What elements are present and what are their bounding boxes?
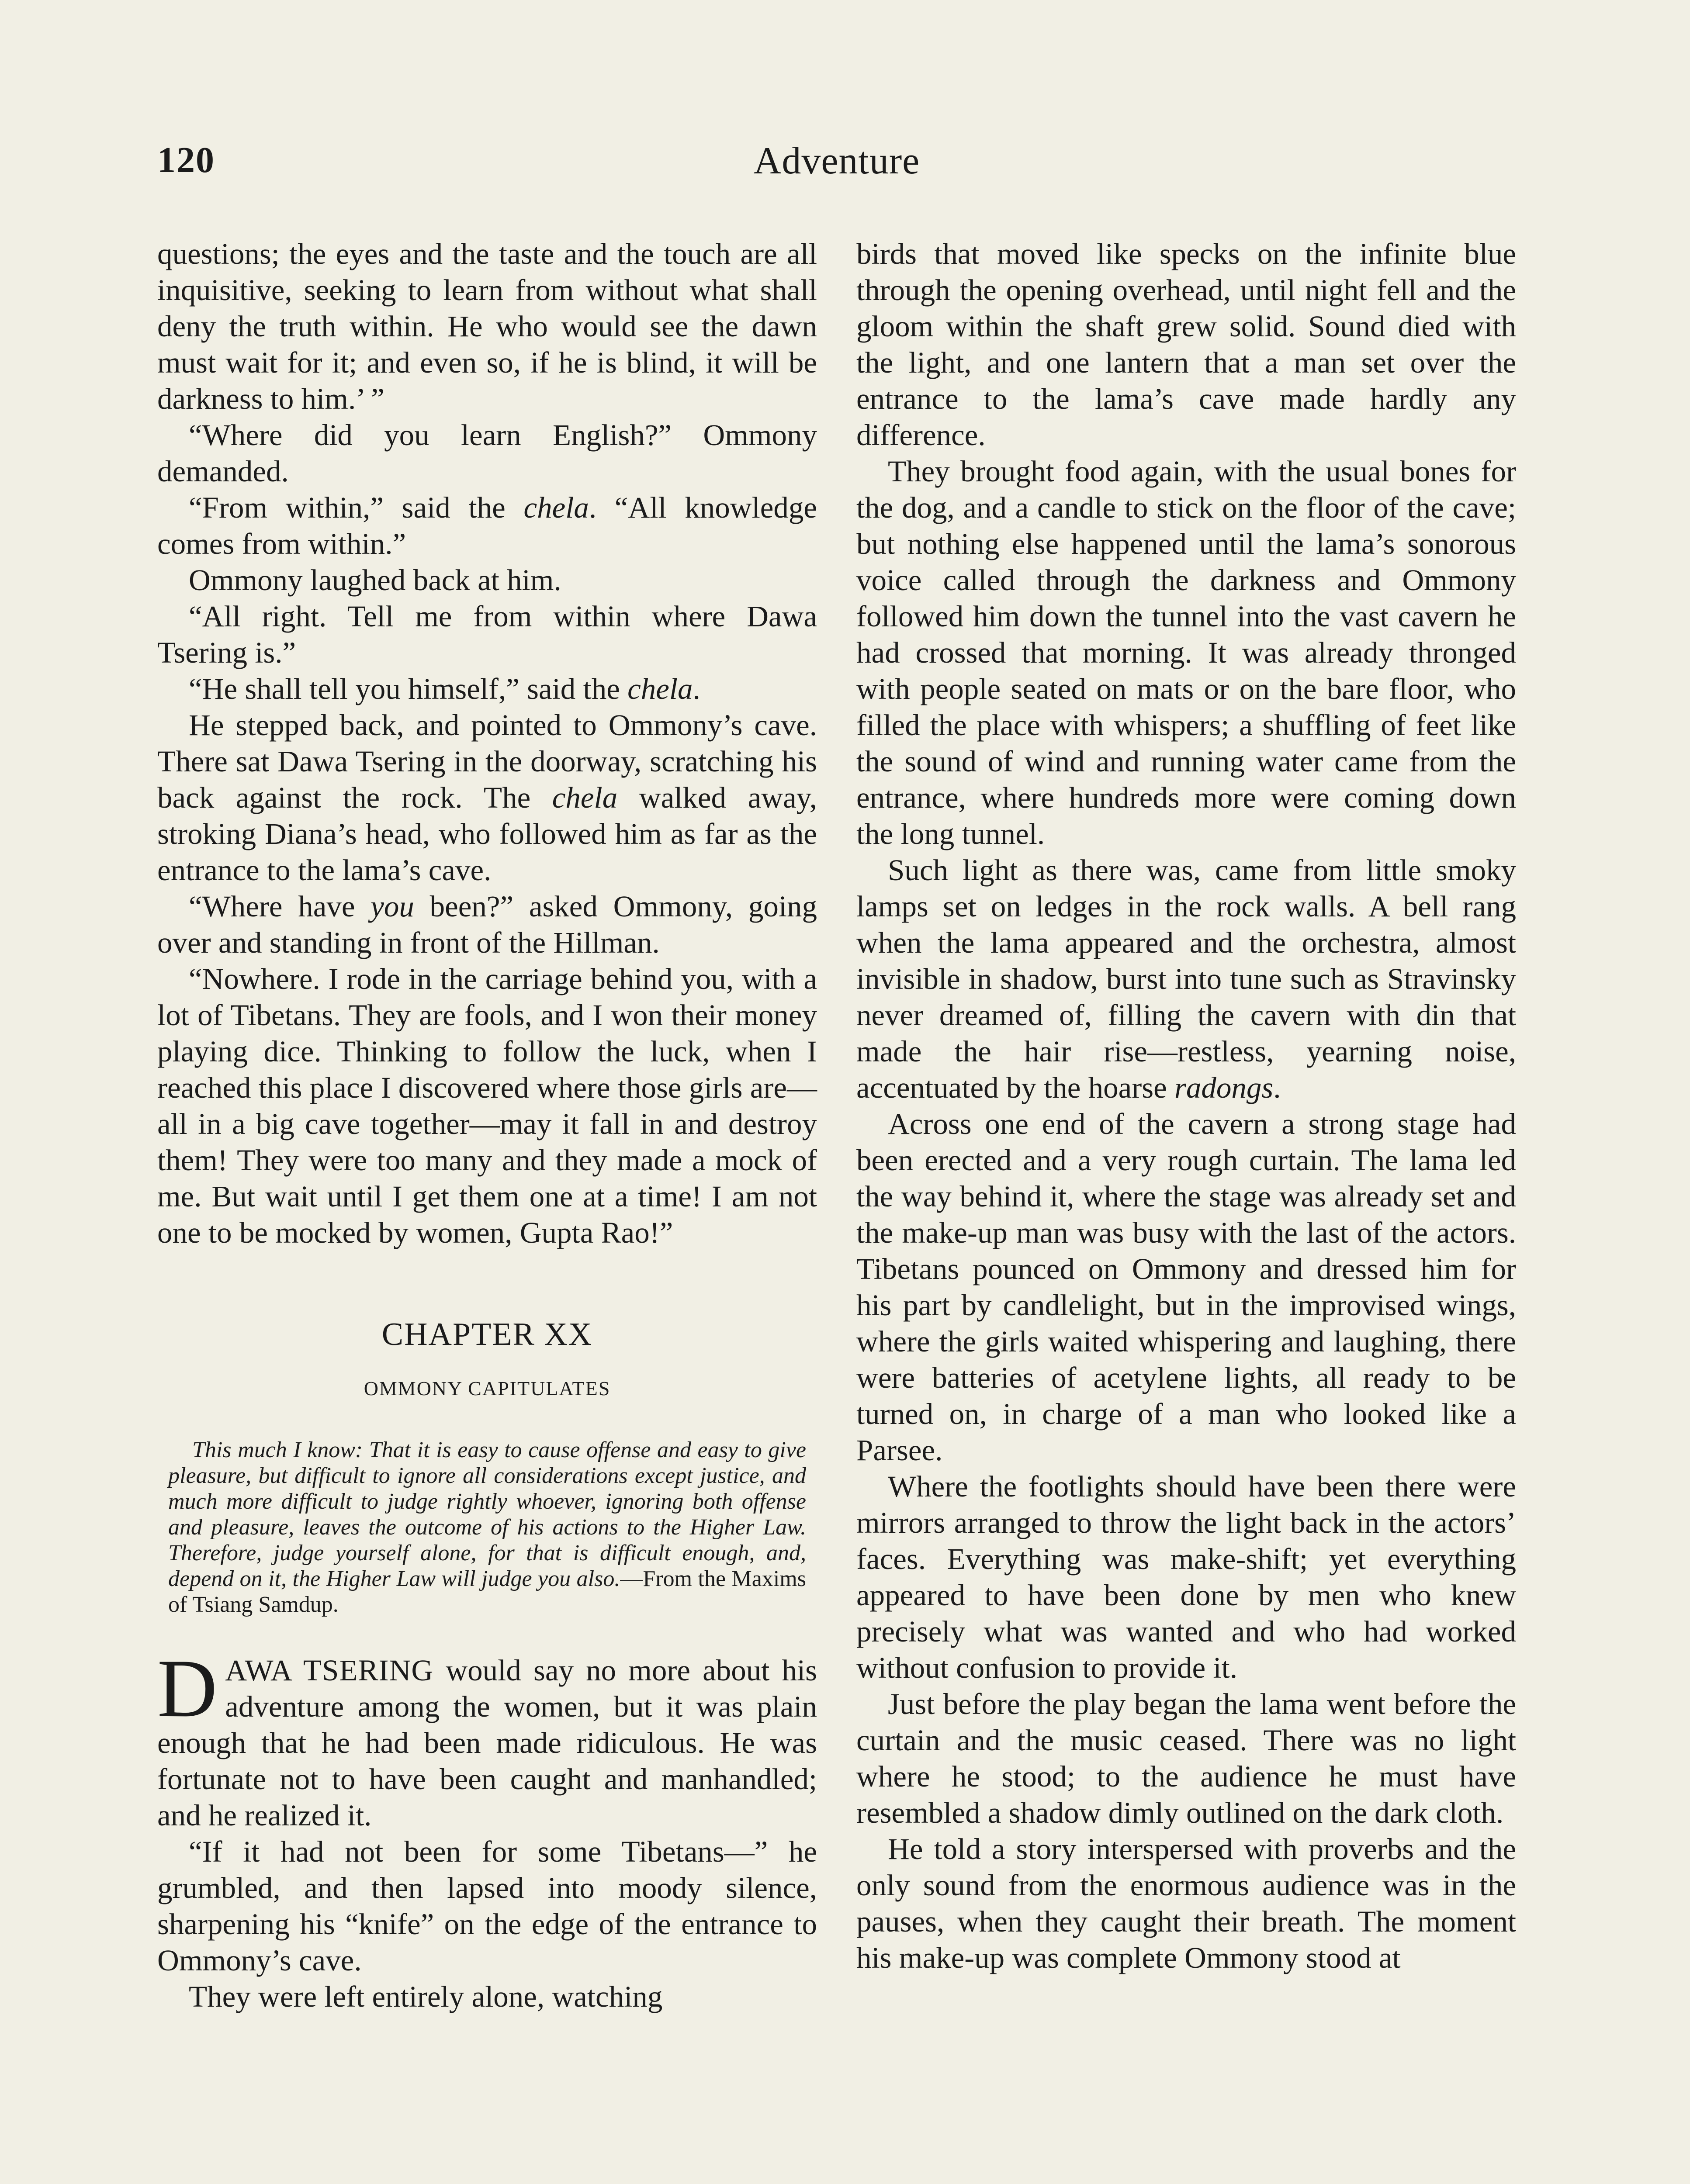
epigraph [168,1437,806,1617]
paragraph: “Where did you learn English?” Ommony demanded. [157,418,817,488]
paragraph: “From within,” said the chela. “All knowledge comes from within.” [157,491,817,560]
running-title: Adventure [753,140,920,182]
paragraph: “If it had not been for some Tibetans—” he grumbled, and then lapsed into moody silence, sharpening his “knife” on the edge of the entrance to Ommony’s cave. [157,1835,817,1977]
paragraph: They were left entirely alone, watching [189,1980,663,2013]
opening-paragraph: DAWA TSERING would say no more about his adventure among the women, but it was plain enough that he had been made ridiculous. He was fortunate not to have been caught and manhandled; and he realized it. [157,1643,817,1832]
paragraph: Just before the play began the lama went before the curtain and the music ceased. There was no light where he stood; to the audience he must have resembled a shadow dimly outlined on the dark cloth. [856,1687,1516,1829]
right-column [856,236,1516,1976]
left-column [157,236,817,2015]
chapter-title: CHAPTER XX [381,1317,593,1352]
drop-cap: D [157,1643,218,1735]
paragraph: “Nowhere. I rode in the carriage behind you, with a lot of Tibetans. They are fools, and I won their money playing dice. Thinking to follow the luck, when I reached this place I discovered where those girls are—all in a big cave together—may it fall in and destroy them! They were too many and they made a mock of me. But wait until I get them one at a time! I am not one to be mocked by women, Gupta Rao!” [157,962,817,1249]
page-number: 120 [157,140,215,180]
paragraph: “He shall tell you himself,” said the chela. [189,672,700,705]
paragraph: He stepped back, and pointed to Ommony’s cave. There sat Dawa Tsering in the doorway, scratching his back against the rock. The chela walked away, stroking Diana’s head, who followed him as far as the entrance to the lama’s cave. [157,708,817,887]
epigraph-text: This much I know: That it is easy to cause offense and easy to give pleasure, but difficult to ignore all considerations except justice, and much more difficult to judge rightly whoever, ignoring both offense and pleasure, leaves the outcome of his actions to the Higher Law. Therefore, judge yourself alone, for that is difficult enough, and, depend on it, the Higher Law will judge you also. [168,1438,806,1591]
page-header [157,139,1516,200]
paragraph: Ommony laughed back at him. [189,563,561,597]
paragraph: questions; the eyes and the taste and the touch are all inquisitive, seeking to learn from without what shall deny the truth within. He who would see the dawn must wait for it; and even so, if he is blind, it will be darkness to him.’ ” [157,237,817,415]
paragraph: Across one end of the cavern a strong stage had been erected and a very rough curtain. The lama led the way behind it, where the stage was already set and the make-up man was busy with the last of the actors. Tibetans pounced on Ommony and dressed him for his part by candlelight, but in the improvised wings, where the girls waited whispering and laughing, there were batteries of acetylene lights, all ready to be turned on, in charge of a man who looked like a Parsee. [856,1107,1516,1467]
paragraph: They brought food again, with the usual bones for the dog, and a candle to stick on the floor of the cave; but nothing else happened until the lama’s sonorous voice called through the darkness and Ommony followed him down the tunnel into the vast cavern he had crossed that morning. It was already thronged with people seated on mats or on the bare floor, who filled the place with whispers; a shuffling of feet like the sound of wind and running water came from the entrance, where hundreds more were coming down the long tunnel. [856,455,1516,850]
paragraph: He told a story interspersed with proverbs and the only sound from the enormous audience was in the pauses, when they caught their breath. The moment his make-up was complete Ommony stood at [856,1832,1516,1974]
paragraph: “All right. Tell me from within where Dawa Tsering is.” [157,600,817,669]
epigraph-attribution: —From the Maxims of Tsiang Samdup. [168,1566,806,1617]
paragraph: Such light as there was, came from little smoky lamps set on ledges in the rock walls. A bell rang when the lama appeared and the orchestra, almost invisible in shadow, burst into tune such as Stravinsky never dreamed of, filling the cavern with din that made the hair rise—restless, yearning noise, accentuated by the hoarse radongs. [856,854,1516,1104]
chapter-subtitle: OMMONY CAPITULATES [364,1377,611,1400]
paragraph: birds that moved like specks on the infinite blue through the opening overhead, until night fell and the gloom within the shaft grew solid. Sound died with the light, and one lantern that a man set over the entrance to the lama’s cave made hardly any difference. [856,237,1516,452]
paragraph: Where the footlights should have been there were mirrors arranged to throw the light back in the actors’ faces. Everything was make-shift; yet everything appeared to have been done by men who knew precisely what was wanted and who had worked without confusion to provide it. [856,1470,1516,1684]
paragraph: “Where have you been?” asked Ommony, going over and standing in front of the Hillman. [157,890,817,959]
